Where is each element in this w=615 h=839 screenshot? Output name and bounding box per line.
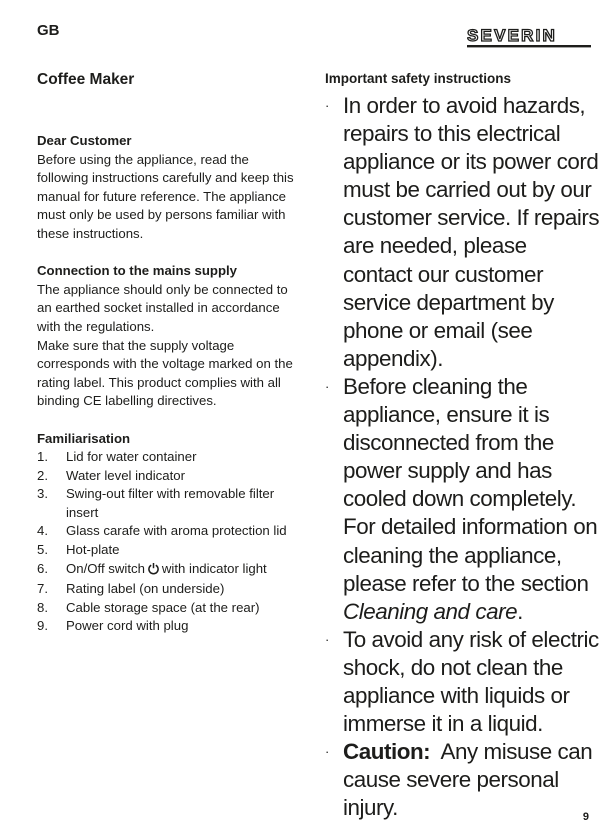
- list-item: [37, 599, 299, 618]
- connection-heading: Connection to the mains supply: [37, 263, 238, 279]
- connection-text-1: The appliance should only be connected to an earthed socket installed in accordance with the regulations.: [37, 281, 288, 334]
- left-column: [37, 70, 299, 636]
- brand-logo: [467, 24, 593, 48]
- document-title: Coffee Maker: [37, 71, 135, 88]
- item-text: Glass carafe with aroma protection lid: [66, 523, 287, 539]
- connection-text-2: Make sure that the supply voltage corresponds with the voltage marked on the rating label. This product complies with all binding CE labelling directives.: [37, 337, 293, 409]
- sentence-end: .: [517, 598, 523, 624]
- item-number: 6.: [37, 560, 48, 576]
- bullet-icon: ·: [325, 98, 329, 113]
- list-item: [37, 541, 299, 560]
- safety-text: To avoid any risk of electric shock, do not clean the appliance with liquids or immerse it in a liquid.: [343, 626, 599, 737]
- safety-list: [325, 92, 600, 822]
- language-code: GB: [37, 22, 60, 39]
- item-number: 1.: [37, 449, 48, 465]
- bullet-icon: ·: [325, 744, 329, 760]
- item-text: Cable storage space (at the rear): [66, 599, 260, 615]
- page-number: 9: [582, 811, 589, 823]
- list-item: [325, 92, 600, 373]
- item-number: 2.: [37, 467, 48, 483]
- right-column: [325, 70, 600, 822]
- list-item: [37, 617, 299, 636]
- list-item: [37, 580, 299, 599]
- item-number: 5.: [37, 542, 48, 558]
- item-text: Water level indicator: [66, 467, 185, 483]
- bullet-icon: ·: [325, 631, 329, 647]
- safety-text-block: [343, 373, 600, 626]
- list-item: [37, 522, 299, 541]
- item-text: Lid for water container: [66, 449, 197, 465]
- item-text: [66, 560, 299, 581]
- parts-list: [37, 448, 299, 636]
- power-icon: [147, 562, 160, 581]
- item-text-before: On/Off switch: [66, 560, 145, 576]
- list-item: [325, 626, 600, 738]
- list-item: [37, 467, 299, 486]
- list-item: [37, 560, 299, 581]
- dear-customer-text: Before using the appliance, read the following instructions carefully and keep this manual for future reference. The appliance must only be used by persons familiar with these instructions.: [37, 151, 294, 241]
- dear-customer-heading: Dear Customer: [37, 133, 132, 148]
- item-number: 9.: [37, 618, 48, 634]
- list-item: [325, 373, 600, 626]
- item-number: 4.: [37, 523, 48, 539]
- safety-text: Before cleaning the appliance, ensure it is disconnected from the power supply and has cooled down completely. For detailed information on cleaning the appliance, please refer to the section: [343, 373, 598, 596]
- item-number: 8.: [37, 599, 48, 615]
- brand-logo-text: SEVERIN: [467, 26, 558, 45]
- item-text: Power cord with plug: [66, 618, 189, 634]
- item-number: 7.: [37, 581, 48, 597]
- caution-label: Caution:: [343, 739, 431, 765]
- safety-text-block: [343, 738, 600, 822]
- list-item: [37, 485, 299, 522]
- item-text: Swing-out filter with removable filter insert: [66, 486, 275, 520]
- list-item: [37, 448, 299, 467]
- bullet-icon: ·: [325, 378, 329, 394]
- item-number: 3.: [37, 486, 48, 502]
- safety-heading: Important safety instructions: [325, 71, 512, 86]
- safety-text: In order to avoid hazards, repairs to this electrical appliance or its power cord must be carried out by our customer service. If repairs are needed, please contact our customer service department by phone or email (see appendix).: [343, 93, 600, 371]
- list-item: [325, 738, 600, 822]
- safety-text: Any misuse can cause severe personal injury.: [343, 739, 593, 821]
- familiarisation-heading: Familiarisation: [37, 430, 131, 446]
- item-text: Hot-plate: [66, 542, 120, 558]
- section-reference: Cleaning and care: [343, 598, 518, 624]
- item-text: Rating label (on underside): [66, 581, 225, 597]
- item-text-after: with indicator light: [161, 560, 267, 576]
